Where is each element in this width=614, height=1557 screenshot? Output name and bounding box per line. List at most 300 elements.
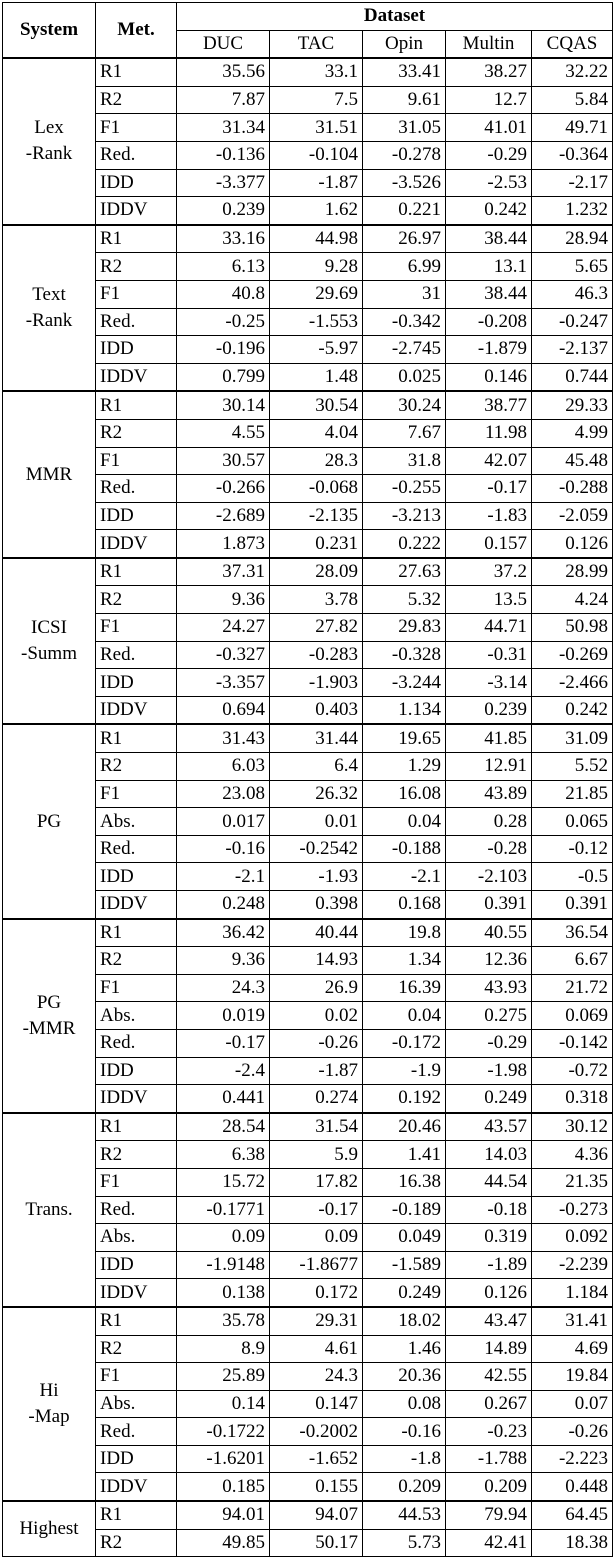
value-cell: 33.41 bbox=[363, 58, 446, 86]
table-header bbox=[3, 3, 613, 59]
metric-column-header: Met. bbox=[96, 3, 177, 59]
value-cell: 28.94 bbox=[532, 225, 613, 253]
value-cell: -0.288 bbox=[532, 475, 613, 503]
value-cell: 24.3 bbox=[270, 1363, 363, 1391]
value-cell: 28.09 bbox=[270, 558, 363, 586]
value-cell: -1.8 bbox=[363, 1445, 446, 1473]
value-cell: 26.97 bbox=[363, 225, 446, 253]
value-cell: 26.9 bbox=[270, 974, 363, 1002]
value-cell: -1.87 bbox=[270, 169, 363, 197]
value-cell: 46.3 bbox=[532, 280, 613, 308]
value-cell: 31.54 bbox=[270, 1113, 363, 1141]
value-cell: 0.192 bbox=[363, 1085, 446, 1113]
header-row-top bbox=[3, 3, 613, 31]
value-cell: -0.29 bbox=[446, 1029, 532, 1057]
system-name-cell bbox=[3, 1113, 96, 1307]
value-cell: 21.85 bbox=[532, 780, 613, 808]
metric-cell: F1 bbox=[96, 1363, 177, 1391]
metric-cell: Red. bbox=[96, 141, 177, 169]
table-row bbox=[3, 391, 613, 419]
metric-cell: IDDV bbox=[96, 363, 177, 391]
system-name-line: Lex bbox=[34, 117, 64, 139]
value-cell: 33.1 bbox=[270, 58, 363, 86]
value-cell: 29.31 bbox=[270, 1307, 363, 1335]
metric-cell: F1 bbox=[96, 447, 177, 475]
value-cell: 43.57 bbox=[446, 1113, 532, 1141]
value-cell: -2.4 bbox=[177, 1057, 270, 1085]
value-cell: 0.239 bbox=[446, 696, 532, 724]
value-cell: -0.327 bbox=[177, 641, 270, 669]
results-table-container bbox=[2, 2, 613, 1557]
value-cell: 5.52 bbox=[532, 753, 613, 781]
metric-cell: R1 bbox=[96, 225, 177, 253]
value-cell: 0.02 bbox=[270, 1002, 363, 1030]
metric-cell: F1 bbox=[96, 780, 177, 808]
value-cell: 43.93 bbox=[446, 974, 532, 1002]
value-cell: 0.274 bbox=[270, 1085, 363, 1113]
value-cell: 0.157 bbox=[446, 530, 532, 558]
value-cell: 18.38 bbox=[532, 1529, 613, 1557]
value-cell: 4.04 bbox=[270, 419, 363, 447]
value-cell: -0.196 bbox=[177, 336, 270, 364]
value-cell: 13.5 bbox=[446, 586, 532, 614]
value-cell: 4.55 bbox=[177, 419, 270, 447]
value-cell: -0.17 bbox=[270, 1196, 363, 1224]
value-cell: 1.134 bbox=[363, 696, 446, 724]
value-cell: -0.172 bbox=[363, 1029, 446, 1057]
value-cell: 31.43 bbox=[177, 724, 270, 752]
value-cell: 94.01 bbox=[177, 1501, 270, 1529]
value-cell: 35.56 bbox=[177, 58, 270, 86]
value-cell: -2.689 bbox=[177, 502, 270, 530]
metric-cell: Abs. bbox=[96, 808, 177, 836]
metric-cell: IDD bbox=[96, 502, 177, 530]
metric-cell: Red. bbox=[96, 1196, 177, 1224]
value-cell: 0.04 bbox=[363, 808, 446, 836]
value-cell: 19.65 bbox=[363, 724, 446, 752]
value-cell: 0.09 bbox=[270, 1224, 363, 1252]
value-cell: -2.1 bbox=[363, 863, 446, 891]
metric-cell: IDD bbox=[96, 1445, 177, 1473]
value-cell: -1.87 bbox=[270, 1057, 363, 1085]
system-name-line: MMR bbox=[25, 463, 73, 485]
value-cell: -3.377 bbox=[177, 169, 270, 197]
value-cell: -0.142 bbox=[532, 1029, 613, 1057]
value-cell: 31 bbox=[363, 280, 446, 308]
value-cell: 0.318 bbox=[532, 1085, 613, 1113]
value-cell: 4.61 bbox=[270, 1335, 363, 1363]
value-cell: 31.34 bbox=[177, 114, 270, 142]
value-cell: 42.07 bbox=[446, 447, 532, 475]
value-cell: -2.239 bbox=[532, 1251, 613, 1279]
metric-cell: R2 bbox=[96, 947, 177, 975]
metric-cell: Abs. bbox=[96, 1002, 177, 1030]
system-name-cell bbox=[3, 919, 96, 1113]
metric-cell: IDDV bbox=[96, 1279, 177, 1307]
value-cell: -3.244 bbox=[363, 669, 446, 697]
metric-cell: IDDV bbox=[96, 197, 177, 225]
value-cell: 0.391 bbox=[446, 891, 532, 919]
value-cell: 30.14 bbox=[177, 391, 270, 419]
value-cell: 0.275 bbox=[446, 1002, 532, 1030]
value-cell: 42.41 bbox=[446, 1529, 532, 1557]
metric-cell: R1 bbox=[96, 1113, 177, 1141]
value-cell: 16.38 bbox=[363, 1168, 446, 1196]
value-cell: 1.873 bbox=[177, 530, 270, 558]
value-cell: 6.38 bbox=[177, 1141, 270, 1169]
value-cell: 0.155 bbox=[270, 1473, 363, 1501]
value-cell: 1.62 bbox=[270, 197, 363, 225]
value-cell: 5.73 bbox=[363, 1529, 446, 1557]
value-cell: 6.67 bbox=[532, 947, 613, 975]
value-cell: 0.448 bbox=[532, 1473, 613, 1501]
value-cell: 44.53 bbox=[363, 1501, 446, 1529]
value-cell: 30.24 bbox=[363, 391, 446, 419]
metric-cell: Red. bbox=[96, 475, 177, 503]
value-cell: -0.31 bbox=[446, 641, 532, 669]
metric-cell: Abs. bbox=[96, 1224, 177, 1252]
value-cell: 40.44 bbox=[270, 919, 363, 947]
value-cell: 4.36 bbox=[532, 1141, 613, 1169]
value-cell: 6.99 bbox=[363, 253, 446, 281]
value-cell: 44.98 bbox=[270, 225, 363, 253]
value-cell: 31.51 bbox=[270, 114, 363, 142]
value-cell: 64.45 bbox=[532, 1501, 613, 1529]
value-cell: 16.08 bbox=[363, 780, 446, 808]
value-cell: 6.03 bbox=[177, 753, 270, 781]
table-row bbox=[3, 225, 613, 253]
value-cell: 36.54 bbox=[532, 919, 613, 947]
value-cell: -0.273 bbox=[532, 1196, 613, 1224]
value-cell: 0.239 bbox=[177, 197, 270, 225]
metric-cell: IDDV bbox=[96, 891, 177, 919]
metric-cell: Red. bbox=[96, 308, 177, 336]
value-cell: 18.02 bbox=[363, 1307, 446, 1335]
value-cell: 0.146 bbox=[446, 363, 532, 391]
value-cell: 41.01 bbox=[446, 114, 532, 142]
system-name-cell bbox=[3, 558, 96, 725]
value-cell: 12.91 bbox=[446, 753, 532, 781]
metric-cell: Abs. bbox=[96, 1390, 177, 1418]
value-cell: 0.126 bbox=[446, 1279, 532, 1307]
value-cell: 0.319 bbox=[446, 1224, 532, 1252]
value-cell: 14.93 bbox=[270, 947, 363, 975]
system-name-cell bbox=[3, 58, 96, 225]
system-name-cell bbox=[3, 391, 96, 558]
value-cell: 36.42 bbox=[177, 919, 270, 947]
value-cell: -5.97 bbox=[270, 336, 363, 364]
value-cell: -2.53 bbox=[446, 169, 532, 197]
value-cell: 0.147 bbox=[270, 1390, 363, 1418]
metric-cell: F1 bbox=[96, 280, 177, 308]
metric-cell: Red. bbox=[96, 1418, 177, 1446]
value-cell: 38.44 bbox=[446, 280, 532, 308]
system-name-line: -Rank bbox=[25, 143, 73, 165]
value-cell: 31.41 bbox=[532, 1307, 613, 1335]
metric-cell: Red. bbox=[96, 1029, 177, 1057]
value-cell: -0.269 bbox=[532, 641, 613, 669]
value-cell: 16.39 bbox=[363, 974, 446, 1002]
value-cell: -0.266 bbox=[177, 475, 270, 503]
value-cell: -0.208 bbox=[446, 308, 532, 336]
value-cell: -1.89 bbox=[446, 1251, 532, 1279]
value-cell: -1.903 bbox=[270, 669, 363, 697]
value-cell: 5.84 bbox=[532, 86, 613, 114]
value-cell: 19.84 bbox=[532, 1363, 613, 1391]
system-name-cell bbox=[3, 1307, 96, 1501]
metric-cell: R1 bbox=[96, 1501, 177, 1529]
value-cell: 0.069 bbox=[532, 1002, 613, 1030]
value-cell: 0.221 bbox=[363, 197, 446, 225]
value-cell: -1.6201 bbox=[177, 1445, 270, 1473]
dataset-header-tac: TAC bbox=[270, 30, 363, 58]
value-cell: 7.5 bbox=[270, 86, 363, 114]
value-cell: 6.4 bbox=[270, 753, 363, 781]
value-cell: 0.28 bbox=[446, 808, 532, 836]
value-cell: 33.16 bbox=[177, 225, 270, 253]
dataset-header-multin: Multin bbox=[446, 30, 532, 58]
system-name-cell bbox=[3, 225, 96, 392]
metric-cell: R1 bbox=[96, 724, 177, 752]
metric-cell: IDDV bbox=[96, 1085, 177, 1113]
value-cell: -0.342 bbox=[363, 308, 446, 336]
value-cell: 0.138 bbox=[177, 1279, 270, 1307]
value-cell: 28.99 bbox=[532, 558, 613, 586]
value-cell: 0.092 bbox=[532, 1224, 613, 1252]
value-cell: -3.526 bbox=[363, 169, 446, 197]
system-name-line: -Map bbox=[28, 1405, 70, 1427]
value-cell: 31.44 bbox=[270, 724, 363, 752]
value-cell: -0.72 bbox=[532, 1057, 613, 1085]
value-cell: -0.104 bbox=[270, 141, 363, 169]
metric-cell: IDDV bbox=[96, 530, 177, 558]
value-cell: 38.77 bbox=[446, 391, 532, 419]
value-cell: 45.48 bbox=[532, 447, 613, 475]
value-cell: -0.29 bbox=[446, 141, 532, 169]
value-cell: -0.283 bbox=[270, 641, 363, 669]
metric-cell: R2 bbox=[96, 1335, 177, 1363]
value-cell: -3.14 bbox=[446, 669, 532, 697]
value-cell: -0.2002 bbox=[270, 1418, 363, 1446]
value-cell: 28.54 bbox=[177, 1113, 270, 1141]
value-cell: 9.36 bbox=[177, 947, 270, 975]
value-cell: 30.12 bbox=[532, 1113, 613, 1141]
value-cell: 0.242 bbox=[446, 197, 532, 225]
value-cell: 27.63 bbox=[363, 558, 446, 586]
value-cell: -0.136 bbox=[177, 141, 270, 169]
value-cell: -0.25 bbox=[177, 308, 270, 336]
value-cell: -0.18 bbox=[446, 1196, 532, 1224]
value-cell: 30.57 bbox=[177, 447, 270, 475]
dataset-group-header: Dataset bbox=[177, 3, 613, 31]
value-cell: 0.209 bbox=[446, 1473, 532, 1501]
value-cell: 0.172 bbox=[270, 1279, 363, 1307]
value-cell: 3.78 bbox=[270, 586, 363, 614]
table-row bbox=[3, 919, 613, 947]
value-cell: 0.242 bbox=[532, 696, 613, 724]
system-name-line: Hi bbox=[39, 1379, 59, 1401]
table-row bbox=[3, 1113, 613, 1141]
value-cell: 29.83 bbox=[363, 614, 446, 642]
system-name-line: -Summ bbox=[21, 643, 77, 665]
table-row bbox=[3, 1501, 613, 1529]
table-row bbox=[3, 724, 613, 752]
value-cell: 0.222 bbox=[363, 530, 446, 558]
value-cell: -2.137 bbox=[532, 336, 613, 364]
value-cell: 0.248 bbox=[177, 891, 270, 919]
system-name-line: Highest bbox=[19, 1518, 79, 1540]
value-cell: 24.27 bbox=[177, 614, 270, 642]
value-cell: -0.12 bbox=[532, 835, 613, 863]
metric-cell: F1 bbox=[96, 974, 177, 1002]
value-cell: -1.788 bbox=[446, 1445, 532, 1473]
value-cell: -1.93 bbox=[270, 863, 363, 891]
system-name-line: PG bbox=[36, 810, 62, 832]
value-cell: 0.04 bbox=[363, 1002, 446, 1030]
metric-cell: IDD bbox=[96, 669, 177, 697]
metric-cell: R1 bbox=[96, 558, 177, 586]
value-cell: 37.31 bbox=[177, 558, 270, 586]
metric-cell: Red. bbox=[96, 835, 177, 863]
value-cell: -0.23 bbox=[446, 1418, 532, 1446]
value-cell: 21.72 bbox=[532, 974, 613, 1002]
metric-cell: R2 bbox=[96, 753, 177, 781]
value-cell: 0.185 bbox=[177, 1473, 270, 1501]
metric-cell: IDD bbox=[96, 1057, 177, 1085]
value-cell: -2.17 bbox=[532, 169, 613, 197]
value-cell: 11.98 bbox=[446, 419, 532, 447]
value-cell: 0.09 bbox=[177, 1224, 270, 1252]
metric-cell: IDD bbox=[96, 1251, 177, 1279]
table-row bbox=[3, 1307, 613, 1335]
value-cell: 23.08 bbox=[177, 780, 270, 808]
metric-cell: R2 bbox=[96, 586, 177, 614]
value-cell: 1.46 bbox=[363, 1335, 446, 1363]
value-cell: 0.126 bbox=[532, 530, 613, 558]
system-name-line: PG bbox=[36, 991, 62, 1013]
value-cell: 12.36 bbox=[446, 947, 532, 975]
value-cell: 0.019 bbox=[177, 1002, 270, 1030]
value-cell: -0.16 bbox=[177, 835, 270, 863]
value-cell: 0.249 bbox=[363, 1279, 446, 1307]
value-cell: -0.068 bbox=[270, 475, 363, 503]
value-cell: 9.28 bbox=[270, 253, 363, 281]
value-cell: 0.017 bbox=[177, 808, 270, 836]
dataset-header-cqas: CQAS bbox=[532, 30, 613, 58]
value-cell: 7.67 bbox=[363, 419, 446, 447]
value-cell: 13.1 bbox=[446, 253, 532, 281]
metric-cell: IDD bbox=[96, 169, 177, 197]
value-cell: 4.99 bbox=[532, 419, 613, 447]
value-cell: 32.22 bbox=[532, 58, 613, 86]
value-cell: 5.32 bbox=[363, 586, 446, 614]
value-cell: -0.16 bbox=[363, 1418, 446, 1446]
value-cell: 43.47 bbox=[446, 1307, 532, 1335]
value-cell: -1.879 bbox=[446, 336, 532, 364]
value-cell: 15.72 bbox=[177, 1168, 270, 1196]
value-cell: -0.5 bbox=[532, 863, 613, 891]
results-table bbox=[2, 2, 613, 1557]
value-cell: -0.247 bbox=[532, 308, 613, 336]
value-cell: -2.1 bbox=[177, 863, 270, 891]
value-cell: 44.71 bbox=[446, 614, 532, 642]
value-cell: 49.71 bbox=[532, 114, 613, 142]
value-cell: -2.135 bbox=[270, 502, 363, 530]
value-cell: -0.364 bbox=[532, 141, 613, 169]
value-cell: -0.17 bbox=[446, 475, 532, 503]
value-cell: -0.189 bbox=[363, 1196, 446, 1224]
value-cell: 1.34 bbox=[363, 947, 446, 975]
value-cell: -0.328 bbox=[363, 641, 446, 669]
value-cell: 0.14 bbox=[177, 1390, 270, 1418]
value-cell: 0.049 bbox=[363, 1224, 446, 1252]
value-cell: -0.255 bbox=[363, 475, 446, 503]
value-cell: -1.553 bbox=[270, 308, 363, 336]
value-cell: 79.94 bbox=[446, 1501, 532, 1529]
value-cell: 0.231 bbox=[270, 530, 363, 558]
value-cell: 44.54 bbox=[446, 1168, 532, 1196]
value-cell: 0.249 bbox=[446, 1085, 532, 1113]
value-cell: -1.652 bbox=[270, 1445, 363, 1473]
value-cell: -2.103 bbox=[446, 863, 532, 891]
value-cell: 28.3 bbox=[270, 447, 363, 475]
value-cell: -1.9 bbox=[363, 1057, 446, 1085]
value-cell: 40.8 bbox=[177, 280, 270, 308]
value-cell: 0.403 bbox=[270, 696, 363, 724]
value-cell: 0.267 bbox=[446, 1390, 532, 1418]
value-cell: 1.29 bbox=[363, 753, 446, 781]
metric-cell: F1 bbox=[96, 614, 177, 642]
system-name-line: Trans. bbox=[25, 1198, 73, 1220]
value-cell: 20.36 bbox=[363, 1363, 446, 1391]
metric-cell: IDD bbox=[96, 863, 177, 891]
value-cell: 0.168 bbox=[363, 891, 446, 919]
value-cell: 14.89 bbox=[446, 1335, 532, 1363]
value-cell: 37.2 bbox=[446, 558, 532, 586]
value-cell: 5.9 bbox=[270, 1141, 363, 1169]
table-body bbox=[3, 58, 613, 1557]
value-cell: 1.41 bbox=[363, 1141, 446, 1169]
value-cell: -2.466 bbox=[532, 669, 613, 697]
value-cell: 94.07 bbox=[270, 1501, 363, 1529]
value-cell: -0.1722 bbox=[177, 1418, 270, 1446]
metric-cell: F1 bbox=[96, 114, 177, 142]
metric-cell: R1 bbox=[96, 391, 177, 419]
value-cell: -1.589 bbox=[363, 1251, 446, 1279]
value-cell: -0.26 bbox=[270, 1029, 363, 1057]
value-cell: -0.278 bbox=[363, 141, 446, 169]
value-cell: 42.55 bbox=[446, 1363, 532, 1391]
value-cell: 0.025 bbox=[363, 363, 446, 391]
value-cell: -1.8677 bbox=[270, 1251, 363, 1279]
value-cell: -3.213 bbox=[363, 502, 446, 530]
value-cell: 0.065 bbox=[532, 808, 613, 836]
value-cell: 49.85 bbox=[177, 1529, 270, 1557]
value-cell: 0.799 bbox=[177, 363, 270, 391]
table-row bbox=[3, 58, 613, 86]
value-cell: 31.05 bbox=[363, 114, 446, 142]
value-cell: -2.745 bbox=[363, 336, 446, 364]
value-cell: 41.85 bbox=[446, 724, 532, 752]
metric-cell: R2 bbox=[96, 86, 177, 114]
system-name-line: -Rank bbox=[25, 310, 73, 332]
value-cell: 1.232 bbox=[532, 197, 613, 225]
value-cell: 21.35 bbox=[532, 1168, 613, 1196]
value-cell: 7.87 bbox=[177, 86, 270, 114]
value-cell: 5.65 bbox=[532, 253, 613, 281]
value-cell: 0.398 bbox=[270, 891, 363, 919]
value-cell: 4.24 bbox=[532, 586, 613, 614]
